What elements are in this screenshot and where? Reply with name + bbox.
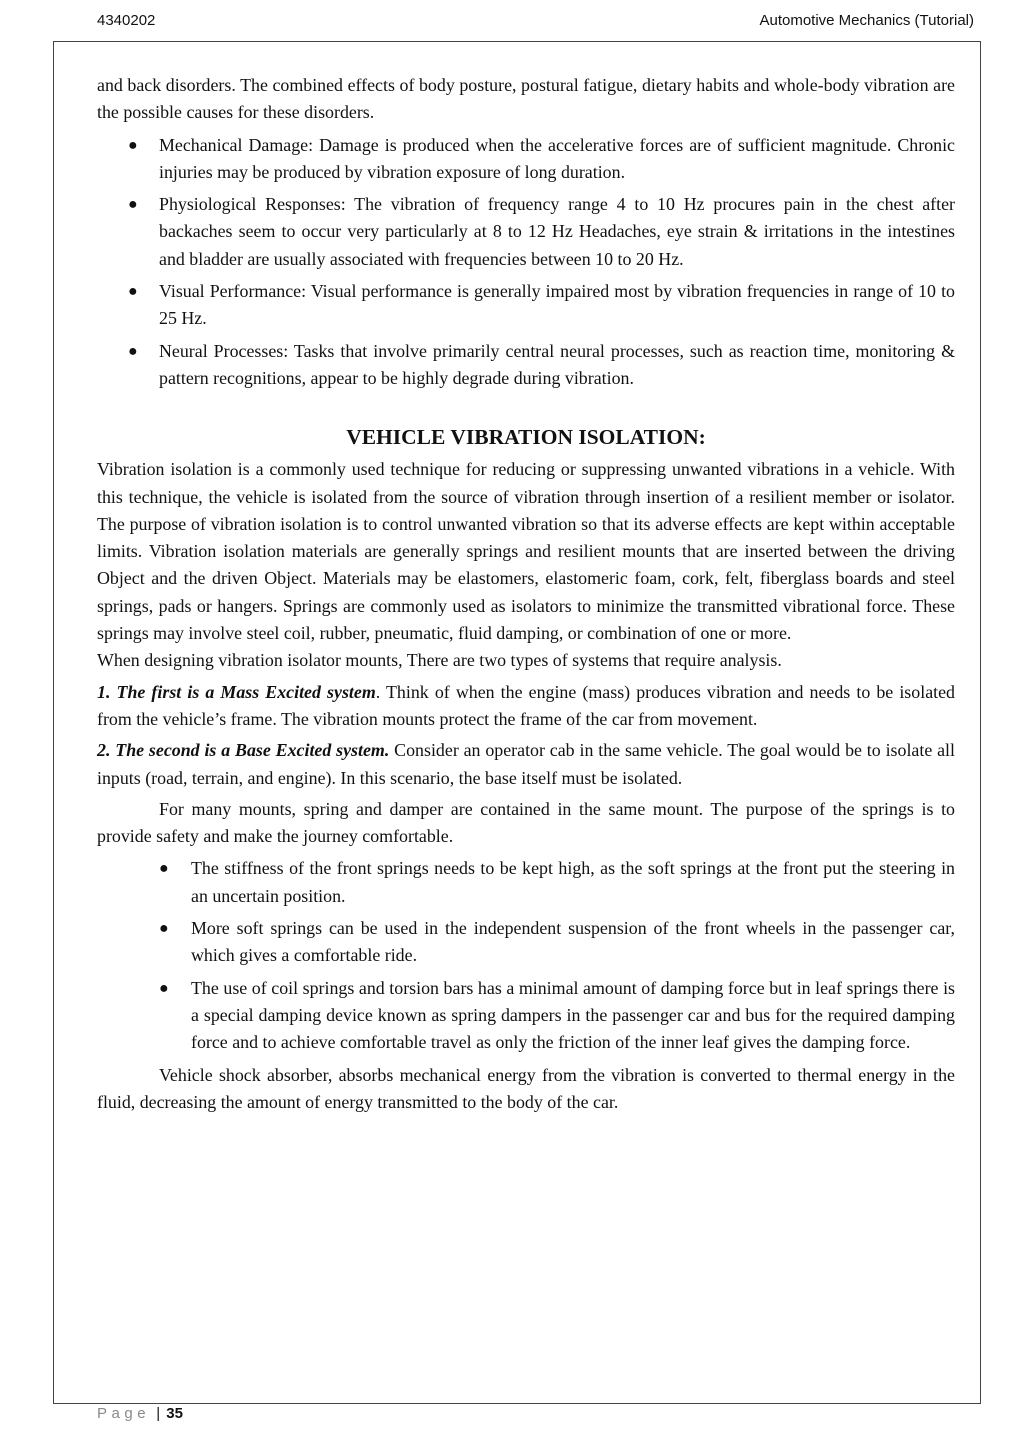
page-number: 35 (166, 1405, 183, 1422)
list-item: ● The stiffness of the front springs needs to be kept high, as the soft springs at the front put the steering in an uncertain position. (97, 855, 955, 910)
analysis-intro-paragraph: When designing vibration isolator mounts, There are two types of systems that require analysis. (97, 650, 782, 671)
page-label: Page (97, 1405, 151, 1422)
bullet-icon: ● (128, 136, 138, 154)
list-item: ● The use of coil springs and torsion bars has a minimal amount of damping force but in leaf springs there is a special damping device known as spring dampers in the passenger car and bus for the required damping force and to achieve comfortable travel as only the friction of the inner leaf gives the damping force. (97, 975, 955, 1057)
bullet-icon: ● (128, 196, 138, 214)
page-footer (97, 1405, 183, 1422)
page-content (97, 72, 955, 1116)
bullet-icon: ● (159, 920, 169, 938)
mass-excited-paragraph: 1. The first is a Mass Excited system. Think of when the engine (mass) produces vibration and needs to be isolated from the vehicle’s frame. The vibration mounts protect the frame of the car from movement. (97, 681, 955, 729)
mass-excited-label: 1. The first is a Mass Excited system (97, 681, 376, 702)
base-excited-label: 2. The second is a Base Excited system. (97, 740, 390, 761)
page-separator: | (156, 1405, 161, 1422)
list-item: ● Mechanical Damage: Damage is produced when the accelerative forces are of sufficient magnitude. Chronic injuries may be produced by vibration exposure of long duration. (97, 132, 955, 187)
header-code: 4340202 (97, 12, 156, 29)
springs-list (97, 855, 955, 1056)
list-item: ● More soft springs can be used in the independent suspension of the front wheels in the passenger car, which gives a comfortable ride. (97, 915, 955, 970)
mounts-paragraph: For many mounts, spring and damper are contained in the same mount. The purpose of the springs is to provide safety and make the journey comfortable. (97, 798, 955, 847)
list-item: ● Neural Processes: Tasks that involve primarily central neural processes, such as reaction time, monitoring & pattern recognitions, appear to be highly degrade during vibration. (97, 338, 955, 393)
list-item: ● Physiological Responses: The vibration of frequency range 4 to 10 Hz procures pain in the chest after backaches seem to occur very particularly at 8 to 12 Hz Headaches, eye strain & irritations in the intestines and bladder are usually associated with frequencies between 10 to 20 Hz. (97, 191, 955, 273)
list-item: ● Visual Performance: Visual performance is generally impaired most by vibration frequencies in range of 10 to 25 Hz. (97, 278, 955, 333)
base-excited-paragraph: 2. The second is a Base Excited system. Consider an operator cab in the same vehicle. The goal would be to isolate all inputs (road, terrain, and engine). In this scenario, the base itself must be isolated. (97, 740, 956, 788)
section-heading: VEHICLE VIBRATION ISOLATION: (346, 425, 706, 450)
bullet-icon: ● (159, 860, 169, 878)
bullet-icon: ● (159, 979, 169, 997)
header-course-title: Automotive Mechanics (Tutorial) (759, 12, 974, 29)
shock-absorber-paragraph: Vehicle shock absorber, absorbs mechanical energy from the vibration is converted to thermal energy in the fluid, decreasing the amount of energy transmitted to the body of the car. (97, 1064, 955, 1112)
bullet-icon: ● (128, 342, 138, 360)
effects-list (97, 132, 955, 393)
isolation-paragraph: Vibration isolation is a commonly used technique for reducing or suppressing unwanted vibrations in a vehicle. With this technique, the vehicle is isolated from the source of vibration through insertion of a resilient member or isolator. The purpose of vibration isolation is to control unwanted vibration so that its adverse effects are kept within acceptable limits. Vibration isolation materials are generally springs and resilient mounts that are inserted between the driving Object and the driven Object. Materials may be elastomers, elastomeric foam, cork, felt, fiberglass boards and steel springs, pads or hangers. Springs are commonly used as isolators to minimize the transmitted vibrational force. These springs may involve steel coil, rubber, pneumatic, fluid damping, or combination of one or more. (97, 459, 955, 644)
intro-paragraph: and back disorders. The combined effects of body posture, postural fatigue, dietary habits and whole-body vibration are the possible causes for these disorders. (97, 75, 955, 123)
bullet-icon: ● (128, 283, 138, 301)
